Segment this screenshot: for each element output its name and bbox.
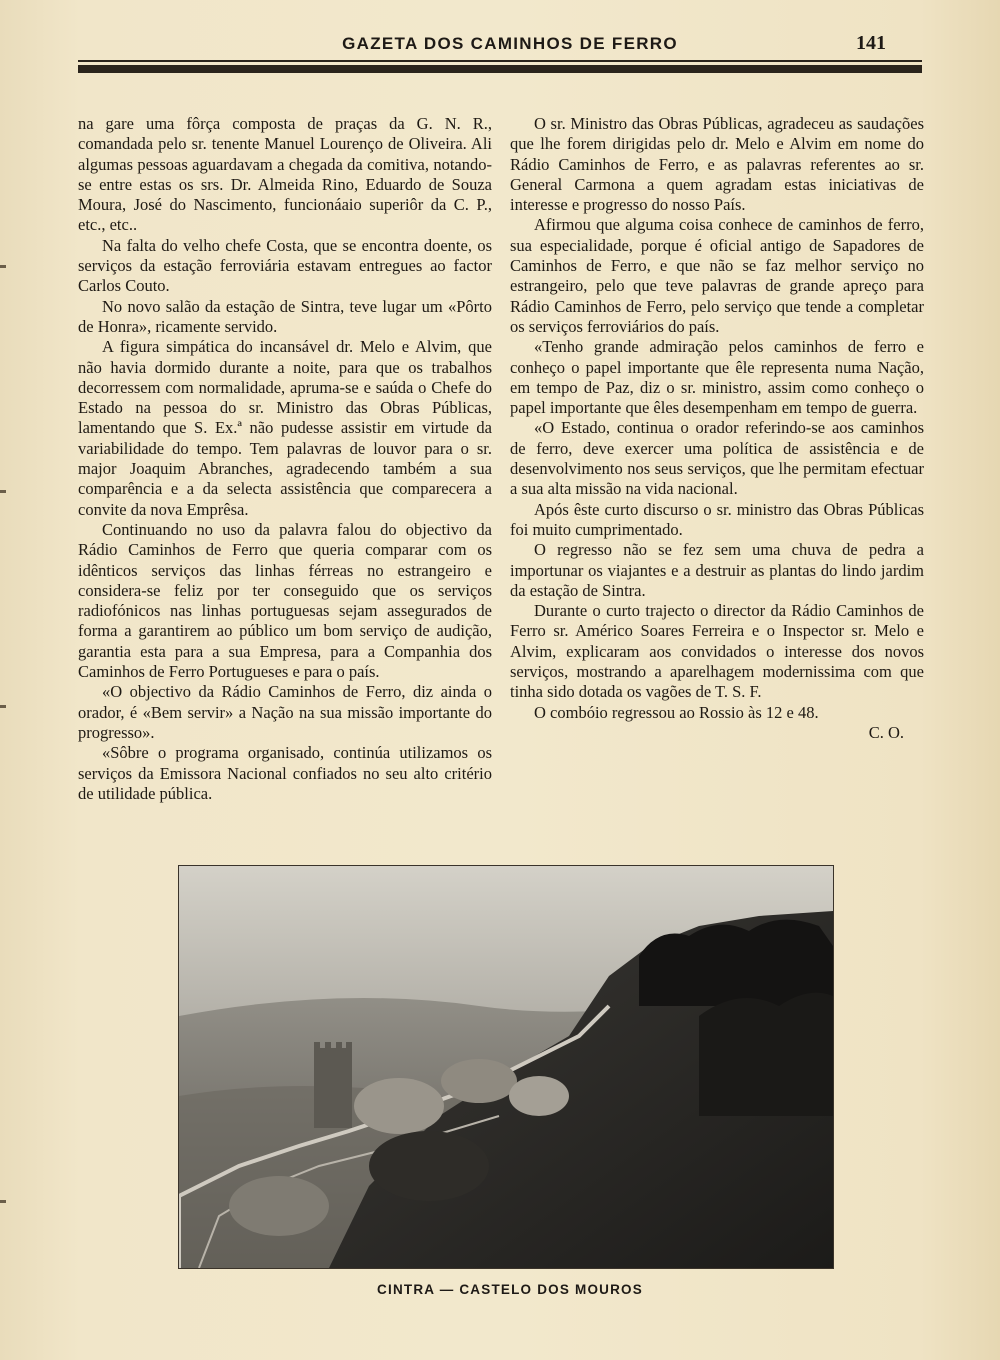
header-rule-thick (78, 65, 922, 73)
edge-mark (0, 490, 6, 493)
paragraph: «O Estado, continua o orador referindo-se aos caminhos de ferro, deve exercer uma política de assistência e de desenvolvimento nos seus serviços, que lhe permitam efectuar a sua alta missão na vida nacional. (510, 418, 924, 499)
right-column (510, 114, 924, 743)
page-number: 141 (856, 32, 886, 54)
edge-mark (0, 1200, 6, 1203)
paragraph: O regresso não se fez sem uma chuva de pedra a importunar os viajantes e a destruir as plantas do lindo jardim da estação de Sintra. (510, 540, 924, 600)
paragraph: No novo salão da estação de Sintra, teve lugar um «Pôrto de Honra», ricamente servido. (78, 296, 492, 336)
paragraph: Na falta do velho chefe Costa, que se encontra doente, os serviços da estação ferroviária estavam entregues ao factor Carlos Couto. (78, 235, 492, 296)
paragraph: Após êste curto discurso o sr. ministro das Obras Públicas foi muito cumprimentado. (510, 499, 924, 539)
header-title: GAZETA DOS CAMINHOS DE FERRO (342, 34, 678, 53)
paragraph: «Tenho grande admiração pelos caminhos de ferro e conheço o papel importante que êle representa numa Nação, em tempo de Paz, diz o sr. ministro, assim como conheço o papel importante que êles desempenham em tempo de guerra. (510, 337, 924, 418)
article-signature: C. O. (868, 722, 904, 742)
paragraph: «O objectivo da Rádio Caminhos de Ferro, diz ainda o orador, é «Bem servir» a Nação na sua missão importante do progresso». (78, 682, 492, 742)
paragraph: «Sôbre o programa organisado, continúa utilizamos os serviços da Emissora Nacional confiados no seu alto critério de utilidade pública. (78, 743, 492, 803)
castle-landscape-photo (178, 865, 834, 1269)
paragraph: Durante o curto trajecto o director da Rádio Caminhos de Ferro sr. Américo Soares Ferreira e o Inspector sr. Melo e Alvim, explicaram aos convidados o interesse dos novos serviços, mostrando a aparelhagem modernissima com que tinha sido dotada os vagões de T. S. F. (510, 601, 924, 702)
edge-mark (0, 705, 6, 708)
paragraph: A figura simpática do incansável dr. Melo e Alvim, que não havia dormido durante a noite, para que os trabalhos decorressem com normalidade, apruma-se e saúda o Chefe do Estado na pessoa do sr. Ministro das Obras Públicas, lamentando que S. Ex.ª não pudesse assistir em virtude da variabilidade do tempo. Tem palavras de louvor para o sr. major Joaquim Abranches, agradecendo também a sua comparência e a da selecta assistência que comparecera a convite da nova Emprêsa. (78, 337, 492, 519)
paragraph: Continuando no uso da palavra falou do objectivo da Rádio Caminhos de Ferro que queria comparar com os idênticos serviços das linhas férreas no estrangeiro e considera-se feliz por ter conseguido que os serviços radiofónicos nas linhas portuguesas sejam assegurados de forma a garantirem ao público um bom serviço de audição, garantia esta para a sua Empresa, para a Companhia dos Caminhos de Ferro Portugueses e para o país. (78, 519, 492, 682)
edge-mark (0, 265, 6, 268)
header-rule-thin (78, 60, 922, 62)
paragraph: O sr. Ministro das Obras Públicas, agradeceu as saudações que lhe forem dirigidas pelo dr. Melo e Alvim em nome do Rádio Caminhos de Ferro, e as palavras referentes ao sr. General Carmona a quem agradam estas iniciativas de interesse e progresso do nosso País. (510, 114, 924, 215)
left-column (78, 114, 492, 804)
photo-caption: CINTRA — CASTELO DOS MOUROS (377, 1282, 643, 1297)
paragraph: na gare uma fôrça composta de praças da G. N. R., comandada pelo sr. tenente Manuel Lourenço de Oliveira. Ali algumas pessoas aguardavam a chegada da comitiva, notando-se entre estas os srs. Dr. Almeida Rino, Eduardo de Souza Moura, José do Nascimento, funcionáaio superiôr da C. P., etc., etc.. (78, 114, 492, 235)
paragraph: Afirmou que alguma coisa conhece de caminhos de ferro, sua especialidade, porque é oficial antigo de Sapadores de Caminhos de Ferro, e que não se faz melhor serviço no estrangeiro, pelo que teve palavras de grande apreço para Rádio Caminhos de Ferro, pelo serviço que tende a completar os serviços ferroviários do país. (510, 215, 924, 336)
paragraph: O combóio regressou ao Rossio às 12 e 48. (534, 702, 819, 722)
